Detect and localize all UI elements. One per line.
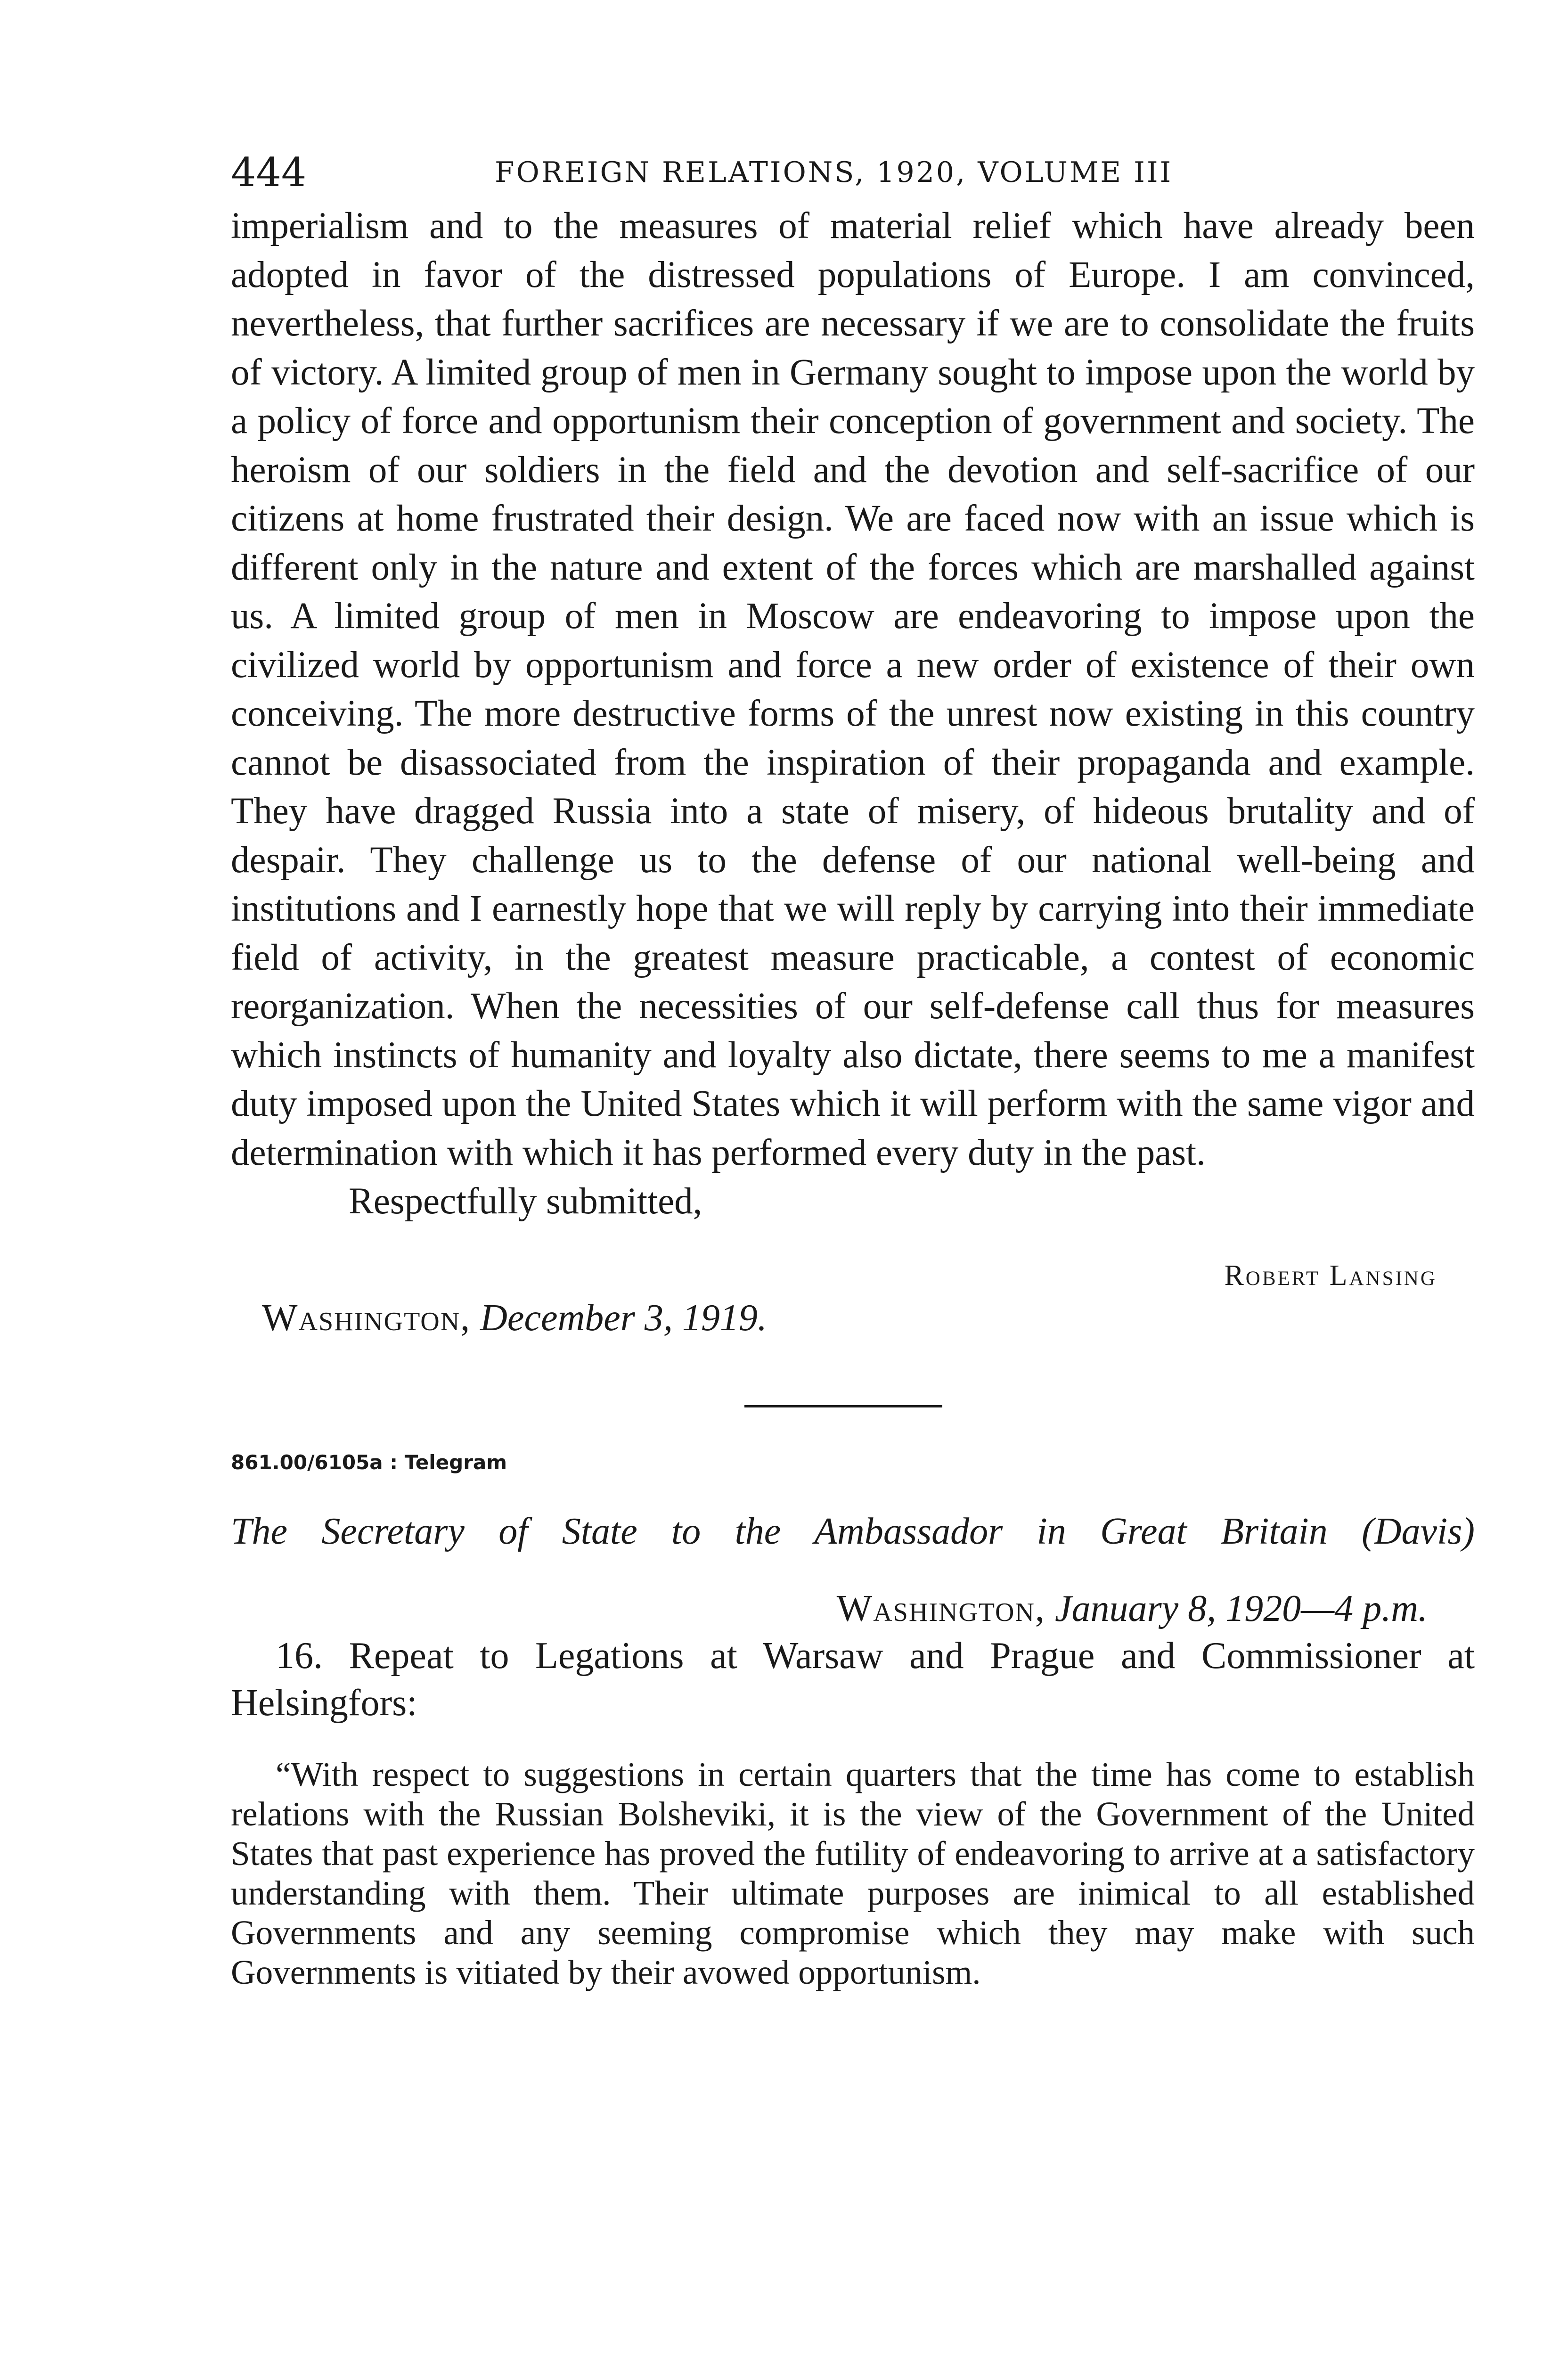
dateline-place: Washington, bbox=[836, 1587, 1045, 1629]
telegram-dateline bbox=[231, 1585, 1475, 1632]
file-reference: 861.00/6105a : Telegram bbox=[231, 1450, 507, 1474]
telegram-quote: “With respect to suggestions in certain quarters that the time has come to establish relations with the Russian Bolsheviki, it is the view of the Government of the United States that past experience has proved the futility of endeavoring to arrive at a satisfactory understanding with them. Their ultimate purposes are inimical to all established Governments and any seeming compromise which they may make with such Governments is vitiated by their avowed opportunism. bbox=[231, 1755, 1475, 1991]
section-divider bbox=[744, 1405, 942, 1407]
report-body: imperialism and to the measures of material relief which have already been adopted in favor of the distressed populations of Europe. I am convinced, nevertheless, that further sacrifices are necessary if we are to consolidate the fruits of victory. A limited group of men in Germany sought to impose upon the world by a policy of force and opportunism their conception of government and society. The heroism of our soldiers in the field and the devotion and self-sacrifice of our citizens at home frustrated their design. We are faced now with an issue which is different only in the nature and extent of the forces which are marshalled against us. A limited group of men in Moscow are endeavoring to impose upon the civilized world by opportunism and force a new order of existence of their own conceiving. The more destructive forms of the unrest now existing in this country cannot be disassociated from the inspiration of their propaganda and example. They have dragged Russia into a state of misery, of hideous brutality and of despair. They challenge us to the defense of our national well-being and institutions and I earnestly hope that we will reply by carrying into their immediate field of activity, in the greatest measure practicable, a contest of economic reorganization. When the necessities of our self-defense call thus for measures which instincts of humanity and loyalty also dictate, there seems to me a manifest duty imposed upon the United States which it will perform with the same vigor and determination with which it has performed every duty in the past. bbox=[231, 205, 1475, 1173]
signature-place: Washington, bbox=[262, 1297, 471, 1339]
telegram-opening: 16. Repeat to Legations at Warsaw and Prague and Commissioner at Helsingfors: bbox=[231, 1635, 1475, 1724]
signature-date: December 3, 1919. bbox=[480, 1297, 767, 1339]
closing-line: Respectfully submitted, bbox=[349, 1181, 702, 1222]
running-head bbox=[231, 150, 1475, 202]
signature-block bbox=[231, 1226, 1475, 1339]
document-title: The Secretary of State to the Ambassador in Great Britain (Davis) bbox=[231, 1510, 1475, 1552]
running-head-title: FOREIGN RELATIONS, 1920, VOLUME III bbox=[495, 156, 1173, 189]
document-page bbox=[231, 150, 1475, 1992]
dateline-date: January 8, 1920—4 p.m. bbox=[1054, 1587, 1428, 1629]
page-number: 444 bbox=[231, 149, 307, 196]
signer-name: Robert Lansing bbox=[1224, 1259, 1437, 1292]
signature-dateline bbox=[262, 1297, 767, 1340]
